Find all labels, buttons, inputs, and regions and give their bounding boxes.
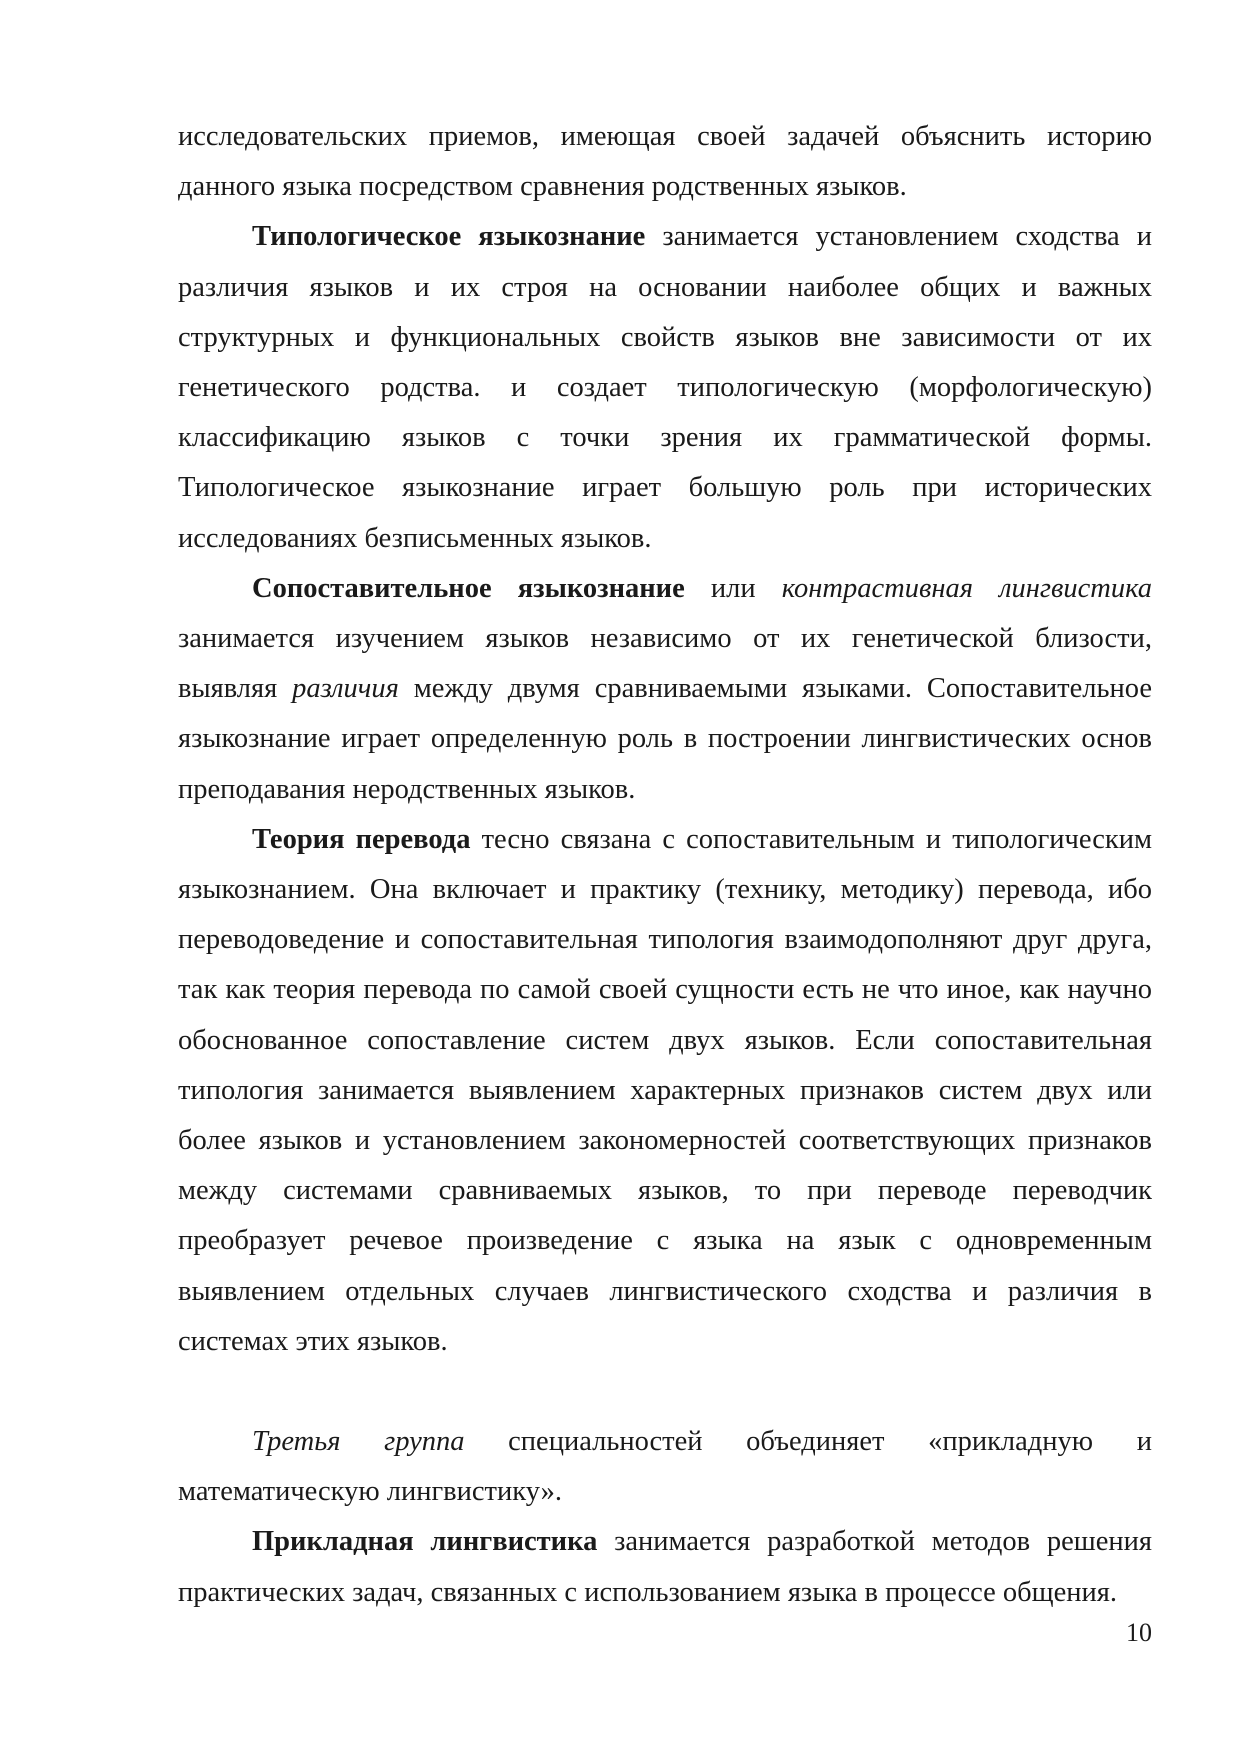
paragraph-gap — [178, 1367, 1152, 1417]
page-number: 10 — [1126, 1618, 1152, 1647]
bold-term: Типологическое языкознание — [252, 221, 646, 253]
document-body — [178, 112, 1152, 1618]
text-run: специальностей объединяет «прикладную и математическую лингвистику». — [178, 1426, 1152, 1508]
paragraph — [178, 1517, 1152, 1617]
text-run: занимается разработкой методов решения практических задач, связанных с использованием языка в процессе общения. — [178, 1526, 1152, 1608]
text-run: исследовательских приемов, имеющая своей задачей объяснить историю данного языка посредством сравнения родственных языков. — [178, 121, 1152, 203]
bold-term: Сопоставительное языкознание — [252, 572, 685, 604]
paragraph — [178, 112, 1152, 212]
paragraph — [178, 815, 1152, 1367]
text-run: тесно связана с сопоставительным и типологическим языкознанием. Она включает и практику (технику, методику) перевода, ибо переводоведение и сопоставительная типология взаимодополняют друг друга, так как теория перевода по самой своей сущности есть не что иное, как научно обоснованное сопоставление систем двух языков. Если сопоставительная типология занимается выявлением характерных признаков систем двух или более языков и установлением закономерностей соответствующих признаков между системами сравниваемых языков, то при переводе переводчик преобразует речевое произведение с языка на язык с одновременным выявлением отдельных случаев лингвистического сходства и различия в системах этих языков. — [178, 823, 1152, 1357]
text-run: занимается изучением языков независимо от их генетической близости, выявляя — [178, 623, 1152, 705]
text-run: или — [684, 572, 782, 604]
italic-term: Третья группа — [252, 1426, 465, 1458]
bold-term: Прикладная лингвистика — [252, 1526, 598, 1558]
text-run: занимается установлением сходства и различия языков и их строя на основании наиболее общих и важных структурных и функциональных свойств языков вне зависимости от их генетического родства. и создает типологическую (морфологическую) классификацию языков с точки зрения их грамматической формы. Типологическое языкознание играет большую роль при исторических исследованиях безписьменных языков. — [178, 221, 1152, 554]
paragraph — [178, 564, 1152, 815]
bold-term: Теория перевода — [252, 823, 471, 855]
text-run: между двумя сравниваемыми языками. Сопоставительное языкознание играет определенную роль в построении лингвистических основ преподавания неродственных языков. — [178, 673, 1152, 805]
italic-term: различия — [292, 673, 399, 705]
paragraph — [178, 212, 1152, 563]
italic-term: контрастивная лингвистика — [781, 572, 1152, 604]
paragraph — [178, 1417, 1152, 1517]
